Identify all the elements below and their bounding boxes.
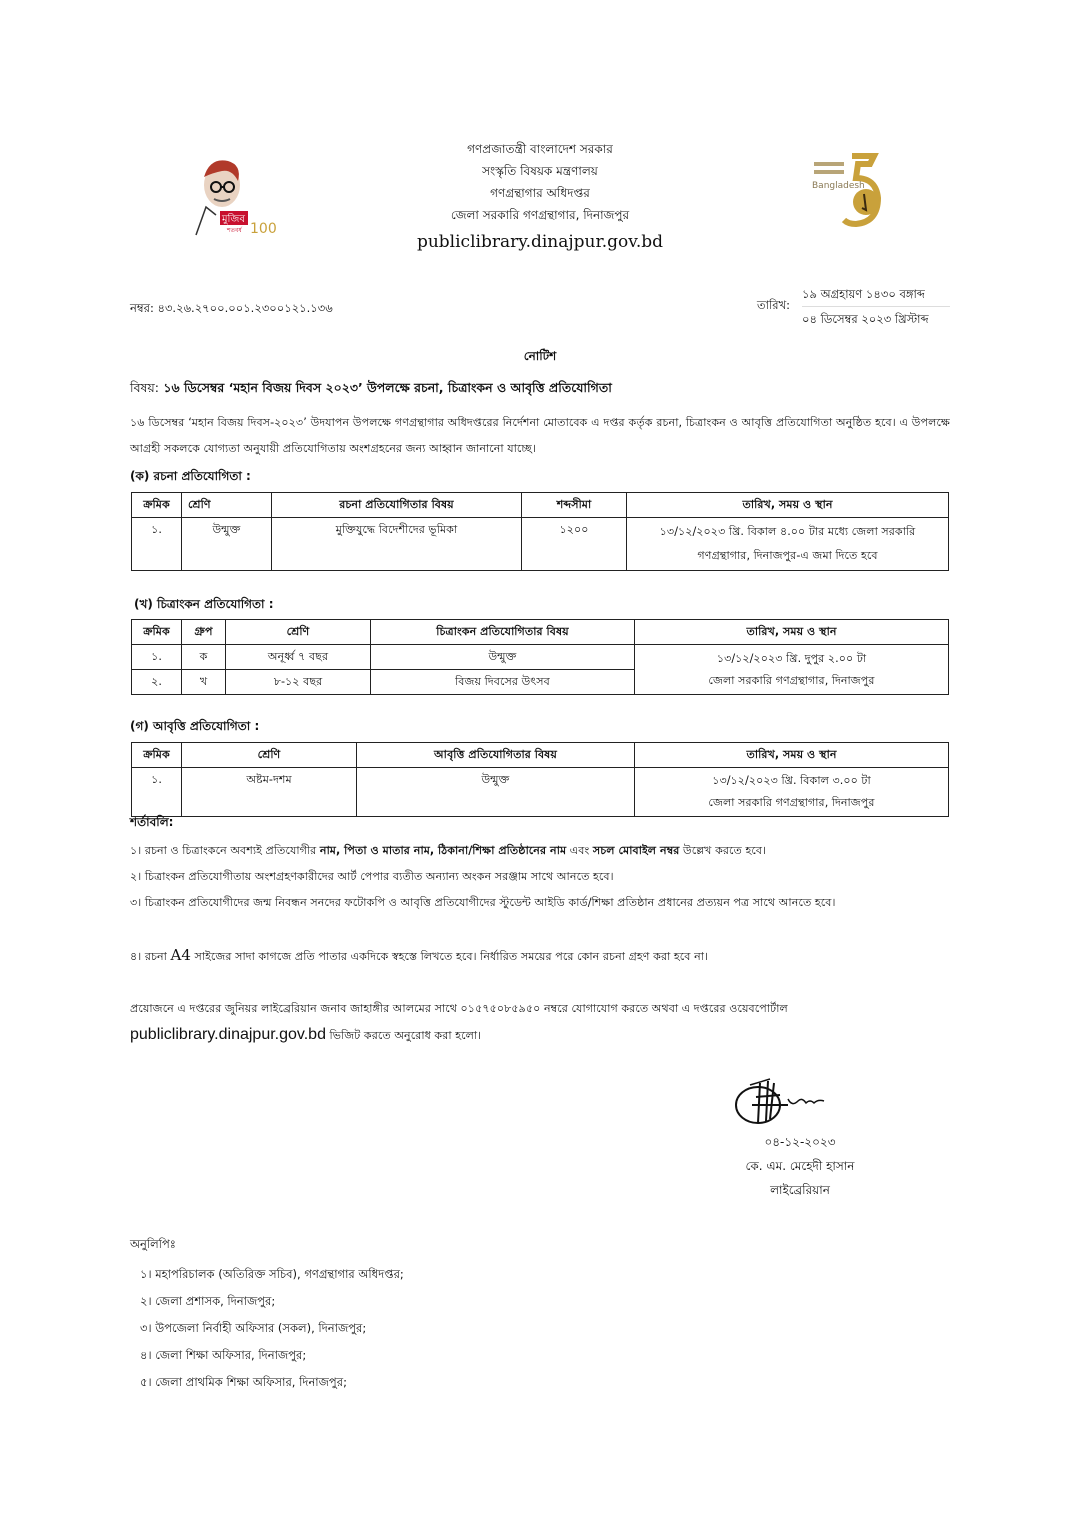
table-row: ১. উন্মুক্ত মুক্তিযুদ্ধে বিদেশীদের ভূমিকা ১২০০ ১৩/১২/২০২৩ খ্রি. বিকাল ৪.০০ টার মধ্যে জেলা সরকারি গণগ্রন্থাগার, দিনাজপুর-এ জমা দিতে হবে [132,518,949,571]
svg-text:Bangladesh: Bangladesh [812,181,865,191]
table-row: ১. অষ্টম-দশম উন্মুক্ত ১৩/১২/২০২৩ খ্রি. বিকাল ৩.০০ টা জেলা সরকারি গণগ্রন্থাগার, দিনাজপুর [132,768,949,817]
date-bangla: ১৯ অগ্রহায়ণ ১৪৩০ বঙ্গাব্দ [802,282,950,307]
department-name: গণগ্রন্থাগার অধিদপ্তর [490,186,590,200]
reference-row [130,282,950,332]
essay-section-label: (ক) রচনা প্রতিযোগিতা : [130,469,251,483]
list-item: ৪। জেলা শিক্ষা অফিসার, দিনাজপুর; [140,1348,307,1362]
list-item: ১। মহাপরিচালক (অতিরিক্ত সচিব), গণগ্রন্থাগার অধিদপ্তর; [140,1267,404,1281]
condition-1: ১। রচনা ও চিত্রাংকনে অবশ্যই প্রতিযোগীর নাম, পিতা ও মাতার নাম, ঠিকানা/শিক্ষা প্রতিষ্ঠানের নাম এবং সচল মোবাইল নম্বর উল্লেখ করতে হবে। [130,844,767,857]
notice-title: নোটিশ [523,349,557,363]
copies-section [130,1233,404,1396]
condition-3: ৩। চিত্রাংকন প্রতিযোগীদের জন্ম নিবন্ধন সনদের ফটোকপি ও আবৃত্তি প্রতিযোগীদের স্টুডেন্ট আইডি কার্ড/শিক্ষা প্রতিষ্ঠান প্রধানের প্রত্যয়ন পত্র সাথে আনতে হবে। [130,896,836,909]
list-item: ২। জেলা প্রশাসক, দিনাজপুর; [140,1294,276,1308]
recitation-schedule: ১৩/১২/২০২৩ খ্রি. বিকাল ৩.০০ টা জেলা সরকারি গণগ্রন্থাগার, দিনাজপুর [635,768,949,817]
memo-number: নম্বর: ৪৩.২৬.২৭০০.০০১.২৩০০১২১.১৩৬ [130,301,333,315]
intro-paragraph: ১৬ ডিসেম্বর ‘মহান বিজয় দিবস-২০২৩’ উদযাপন উপলক্ষে গণগ্রন্থাগার অধিদপ্তরের নির্দেশনা মোতাবেক এ দপ্তর কর্তৃক রচনা, চিত্রাংকন ও আবৃত্তি প্রতিযোগিতা অনুষ্ঠিত হবে। এ উপলক্ষে আগ্রহী সকলকে যোগ্যতা অনুযায়ী প্রতিযোগিতায় অংশগ্রহনের জন্য আহ্বান জানানো যাচ্ছে। [130,416,950,455]
signature-block [720,1075,880,1202]
col-class: শ্রেণি [182,493,272,518]
office-name: জেলা সরকারি গণগ্রন্থাগার, দিনাজপুর [450,208,630,222]
date-block [802,282,950,331]
table-header-row [132,493,949,518]
recitation-table [131,742,949,817]
recitation-section-label: (গ) আবৃত্তি প্রতিযোগিতা : [130,719,260,733]
ministry-name: সংস্কৃতি বিষয়ক মন্ত্রণালয় [482,164,598,178]
golden-jubilee-icon [808,148,888,228]
col-topic: রচনা প্রতিযোগিতার বিষয় [272,493,522,518]
subject-text: ১৬ ডিসেম্বর ‘মহান বিজয় দিবস ২০২৩’ উপলক্ষে রচনা, চিত্রাংকন ও আবৃত্তি প্রতিযোগিতা [159,380,612,395]
table-row: ১. ক অনূর্ধ্ব ৭ বছর উন্মুক্ত ১৩/১২/২০২৩ খ্রি. দুপুর ২.০০ টা জেলা সরকারি গণগ্রন্থাগার, দিনাজপুর [132,645,949,670]
contact-website-link[interactable]: publiclibrary.dinajpur.gov.bd [130,1026,326,1043]
drawing-section-label: (খ) চিত্রাংকন প্রতিযোগিতা : [134,597,274,611]
copies-list [130,1261,404,1396]
essay-table [131,492,949,571]
svg-text:শতবর্ষ: শতবর্ষ [227,227,242,234]
subject-line [130,380,612,400]
col-word-limit: শব্দসীমা [522,493,627,518]
table-header-row: ক্রমিক শ্রেণি আবৃত্তি প্রতিযোগিতার বিষয় তারিখ, সময় ও স্থান [132,743,949,768]
subject-label: বিষয়: [130,380,160,395]
bangladesh-50-logo [808,148,888,228]
col-serial: ক্রমিক [132,493,182,518]
copies-title: অনুলিপিঃ [130,1237,176,1251]
signatory-designation: লাইব্রেরিয়ান [770,1183,830,1197]
website-url[interactable]: publiclibrary.dinajpur.gov.bd [416,232,664,252]
svg-text:মুজিব: মুজিব [222,214,245,225]
col-schedule: তারিখ, সময় ও স্থান [627,493,949,518]
table-header-row: ক্রমিক গ্রুপ শ্রেণি চিত্রাংকন প্রতিযোগিতার বিষয় তারিখ, সময় ও স্থান [132,620,949,645]
table-row: ২. খ ৮-১২ বছর বিজয় দিবসের উৎসব [132,670,949,695]
signature-icon [730,1075,840,1130]
drawing-schedule: ১৩/১২/২০২৩ খ্রি. দুপুর ২.০০ টা জেলা সরকারি গণগ্রন্থাগার, দিনাজপুর [635,645,949,695]
signature-date: ০৪-১২-২০২৩ [764,1135,836,1149]
condition-2: ২। চিত্রাংকন প্রতিযোগীতায় অংশগ্রহণকারীদের আর্ট পেপার ব্যতীত অন্যান্য অংকন সরঞ্জাম সাথে আনতে হবে। [130,870,614,883]
date-english: ০৪ ডিসেম্বর ২০২৩ খ্রিস্টাব্দ [802,312,929,326]
drawing-table [131,619,949,695]
list-item: ৩। উপজেলা নির্বাহী অফিসার (সকল), দিনাজপুর; [140,1321,367,1335]
condition-4: ৪। রচনা A4 সাইজের সাদা কাগজে প্রতি পাতার একদিকে স্বহস্তে লিখতে হবে। নির্ধারিত সময়ের পরে কোন রচনা গ্রহণ করা হবে না। [130,946,708,964]
govt-name: গণপ্রজাতন্ত্রী বাংলাদেশ সরকার [467,142,613,156]
list-item: ৫। জেলা প্রাথমিক শিক্ষা অফিসার, দিনাজপুর; [140,1375,347,1389]
letterhead [0,138,1080,256]
contact-paragraph: প্রয়োজনে এ দপ্তরের জুনিয়র লাইব্রেরিয়ান জনাব জাহাঙ্গীর আলমের সাথে ০১৫৭৫০৮৫৯৫০ নম্বরে যোগাযোগ করতে অথবা এ দপ্তরের ওয়েবপোর্টাল publiclibrary.dinajpur.gov.bd ভিজিট করতে অনুরোধ করা হলো। [130,1002,788,1043]
svg-text:100: 100 [250,221,277,237]
signatory-name: কে. এম. মেহেদী হাসান [745,1159,855,1173]
conditions-title: শর্তাবলি: [130,815,174,829]
date-label: তারিখ: [756,298,790,312]
